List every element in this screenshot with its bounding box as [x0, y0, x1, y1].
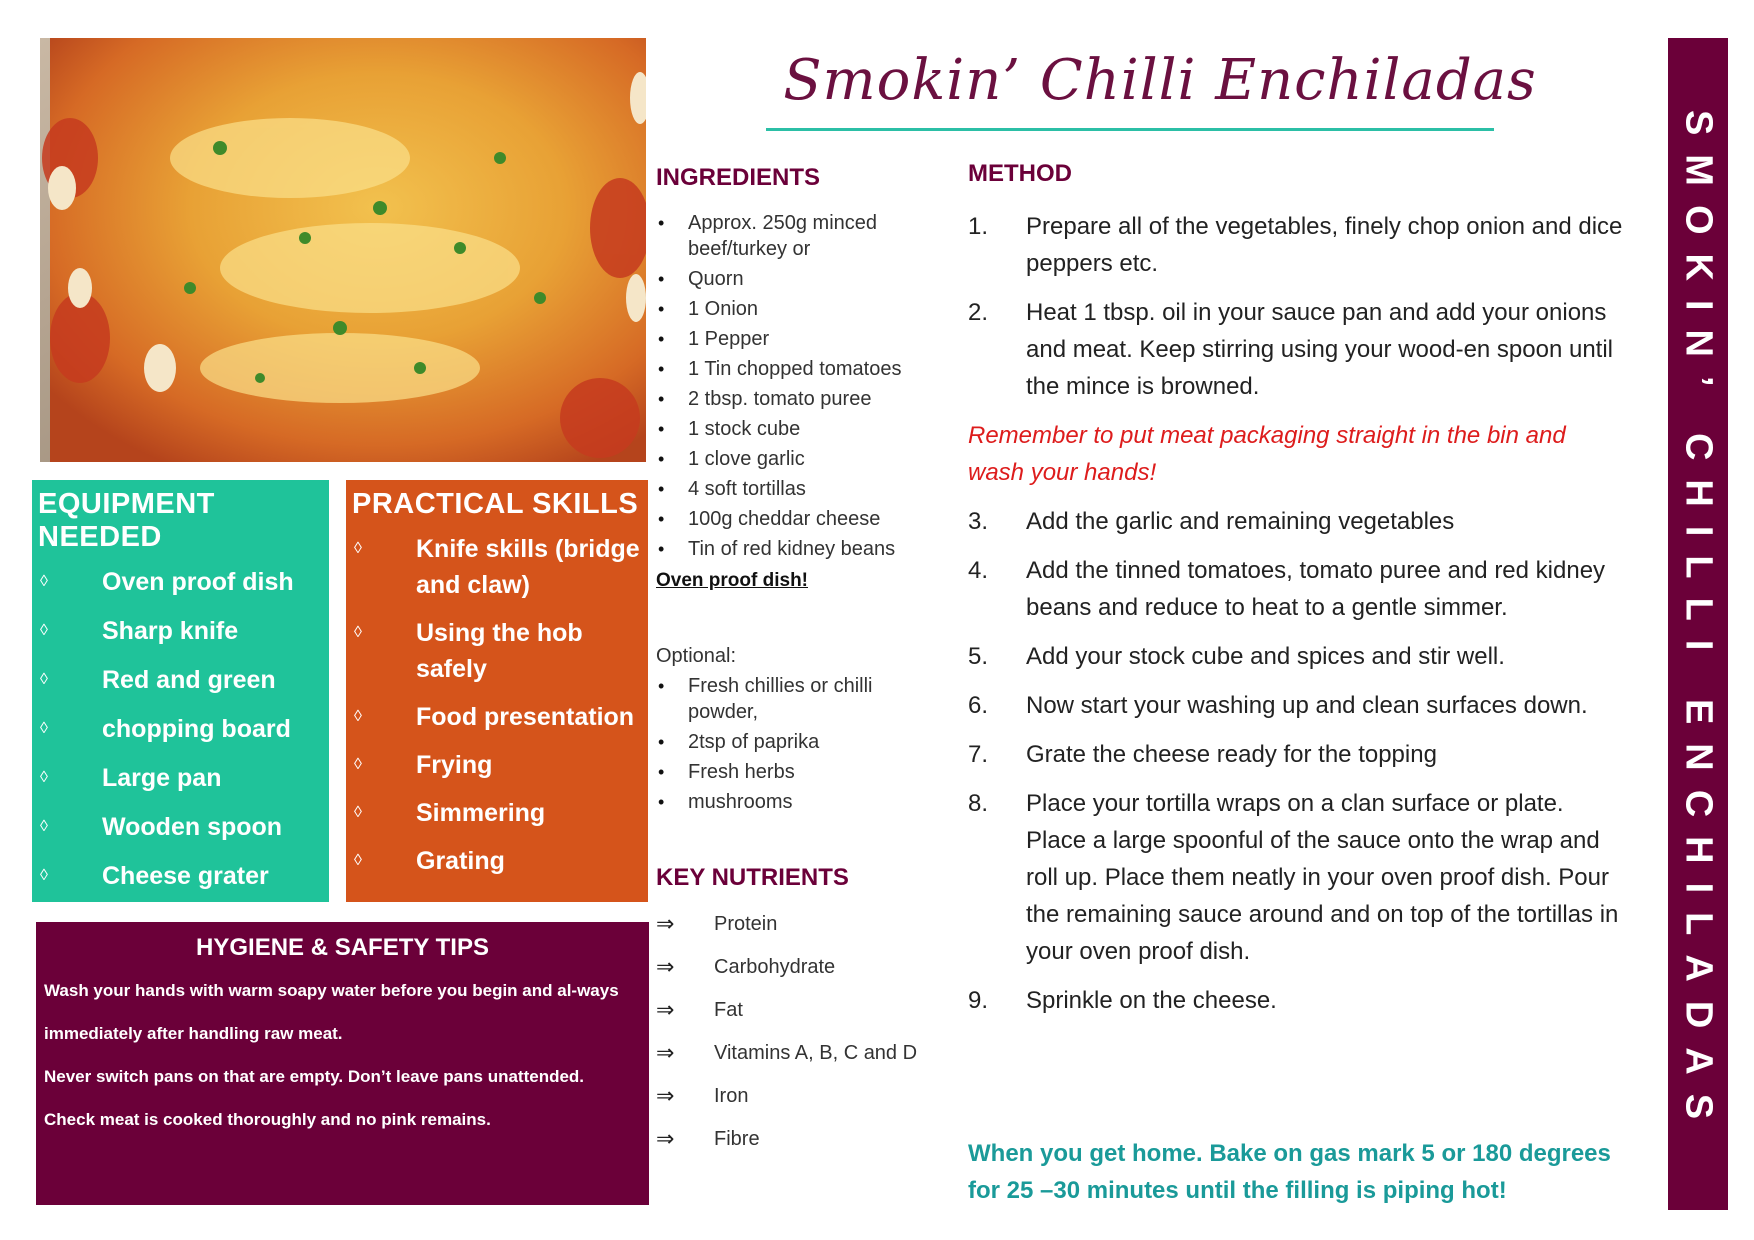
- list-item: • 2 tbsp. tomato puree: [656, 386, 946, 412]
- method-step: 4. Add the tinned tomatoes, tomato puree and red kidney beans and reduce to heat to a gentle simmer.: [968, 557, 1606, 621]
- hygiene-heading: HYGIENE & SAFETY TIPS: [196, 934, 489, 961]
- diamond-icon: ◊: [354, 852, 362, 869]
- list-item: ◊ Simmering: [352, 795, 642, 831]
- list-item: • 2tsp of paprika: [656, 729, 946, 755]
- method-step: 2. Heat 1 tbsp. oil in your sauce pan and add your onions and meat. Keep stirring using your wood-en spoon until the mince is browned.: [968, 299, 1614, 400]
- nutrients-list: [656, 910, 917, 1168]
- list-item: • 4 soft tortillas: [656, 476, 946, 502]
- diamond-icon: ◊: [354, 540, 362, 557]
- hygiene-tip: immediately after handling raw meat.: [44, 1024, 343, 1043]
- equipment-box: [32, 480, 329, 902]
- method-step: 1. Prepare all of the vegetables, finely chop onion and dice peppers etc.: [968, 213, 1623, 277]
- ingredients-heading: INGREDIENTS: [656, 164, 821, 191]
- skills-list: [352, 531, 642, 879]
- list-item: ◊ Cheese grater: [38, 858, 323, 894]
- method-step: 3. Add the garlic and remaining vegetables: [968, 508, 1455, 535]
- method-steps: [968, 208, 1628, 1031]
- list-item: ◊ Oven proof dish: [38, 564, 323, 600]
- diamond-icon: ◊: [40, 622, 48, 639]
- list-item: ⇒ Fibre: [656, 1126, 760, 1151]
- list-item: ⇒ Fat: [656, 997, 743, 1022]
- arrow-icon: ⇒: [656, 1083, 675, 1108]
- method-step: 9. Sprinkle on the cheese.: [968, 987, 1277, 1014]
- hygiene-warning: Remember to put meat packaging straight in the bin and wash your hands!: [968, 422, 1566, 486]
- list-item: ⇒ Iron: [656, 1083, 749, 1108]
- arrow-icon: ⇒: [656, 1126, 675, 1151]
- arrow-icon: ⇒: [656, 954, 675, 979]
- method-step: 8. Place your tortilla wraps on a clan surface or plate. Place a large spoonful of the sauce onto the wrap and roll up. Place them neatly in your oven proof dish. Pour the remaining sauce around and on top of the tortillas in your oven proof dish.: [968, 790, 1619, 965]
- hygiene-tip: Never switch pans on that are empty. Don’t leave pans unattended.: [44, 1067, 585, 1086]
- list-item: ◊ Food presentation: [352, 699, 642, 735]
- hygiene-tip: Check meat is cooked thoroughly and no pink remains.: [44, 1110, 491, 1129]
- list-item: • Approx. 250g minced beef/turkey or: [656, 210, 946, 262]
- optional-list: [656, 673, 946, 819]
- diamond-icon: ◊: [40, 818, 48, 835]
- title-underline: [766, 128, 1494, 131]
- diamond-icon: ◊: [40, 573, 48, 590]
- side-banner-text: SMOKIN’ CHILLI ENCHILADAS: [1677, 109, 1720, 1139]
- list-item: ◊ chopping board: [38, 711, 323, 747]
- list-item: ◊ Large pan: [38, 760, 323, 796]
- list-item: ⇒ Carbohydrate: [656, 954, 836, 979]
- method-heading: METHOD: [968, 160, 1072, 187]
- arrow-icon: ⇒: [656, 1040, 675, 1065]
- list-item: • 1 Pepper: [656, 326, 946, 352]
- equipment-list: [38, 564, 323, 894]
- list-item: ◊ Wooden spoon: [38, 809, 323, 845]
- oven-proof-note: Oven proof dish!: [656, 570, 808, 591]
- list-item: ⇒ Protein: [656, 911, 778, 936]
- diamond-icon: ◊: [40, 769, 48, 786]
- home-baking-note: When you get home. Bake on gas mark 5 or 180 degrees for 25 –30 minutes until the filling is piping hot!: [968, 1140, 1611, 1204]
- optional-heading: Optional:: [656, 645, 737, 667]
- list-item: • 1 Tin chopped tomatoes: [656, 356, 946, 382]
- list-item: • Tin of red kidney beans: [656, 536, 946, 562]
- page-title: Smokin’ Chilli Enchiladas: [783, 48, 1537, 113]
- diamond-icon: ◊: [354, 708, 362, 725]
- diamond-icon: ◊: [40, 671, 48, 688]
- method-step: 6. Now start your washing up and clean surfaces down.: [968, 692, 1588, 719]
- list-item: ◊ Grating: [352, 843, 642, 879]
- list-item: • mushrooms: [656, 789, 946, 815]
- list-item: • Quorn: [656, 266, 946, 292]
- list-item: ◊ Red and green: [38, 662, 323, 698]
- enchiladas-photo: [40, 38, 646, 462]
- diamond-icon: ◊: [354, 624, 362, 641]
- diamond-icon: ◊: [354, 804, 362, 821]
- diamond-icon: ◊: [354, 756, 362, 773]
- practical-skills-box: [346, 480, 648, 902]
- diamond-icon: ◊: [40, 867, 48, 884]
- list-item: • 1 Onion: [656, 296, 946, 322]
- list-item: • Fresh herbs: [656, 759, 946, 785]
- list-item: • Fresh chillies or chilli powder,: [656, 673, 946, 725]
- list-item: • 1 stock cube: [656, 416, 946, 442]
- side-banner: [1668, 38, 1728, 1210]
- hygiene-tip: Wash your hands with warm soapy water before you begin and al-ways: [44, 981, 619, 1000]
- list-item: ⇒ Vitamins A, B, C and D: [656, 1040, 918, 1065]
- list-item: • 1 clove garlic: [656, 446, 946, 472]
- method-step: 7. Grate the cheese ready for the topping: [968, 741, 1437, 768]
- ingredients-list: [656, 210, 946, 566]
- list-item: • 100g cheddar cheese: [656, 506, 946, 532]
- arrow-icon: ⇒: [656, 911, 675, 936]
- diamond-icon: ◊: [40, 720, 48, 737]
- method-step: 5. Add your stock cube and spices and stir well.: [968, 643, 1505, 670]
- nutrients-heading: KEY NUTRIENTS: [656, 864, 849, 891]
- list-item: ◊ Sharp knife: [38, 613, 323, 649]
- arrow-icon: ⇒: [656, 997, 675, 1022]
- equipment-heading: EQUIPMENT NEEDED: [38, 488, 215, 553]
- list-item: ◊ Using the hob safely: [352, 615, 642, 687]
- list-item: ◊ Frying: [352, 747, 642, 783]
- hygiene-safety-box: [36, 922, 649, 1205]
- list-item: ◊ Knife skills (bridge and claw): [352, 531, 642, 603]
- skills-heading: PRACTICAL SKILLS: [352, 488, 639, 520]
